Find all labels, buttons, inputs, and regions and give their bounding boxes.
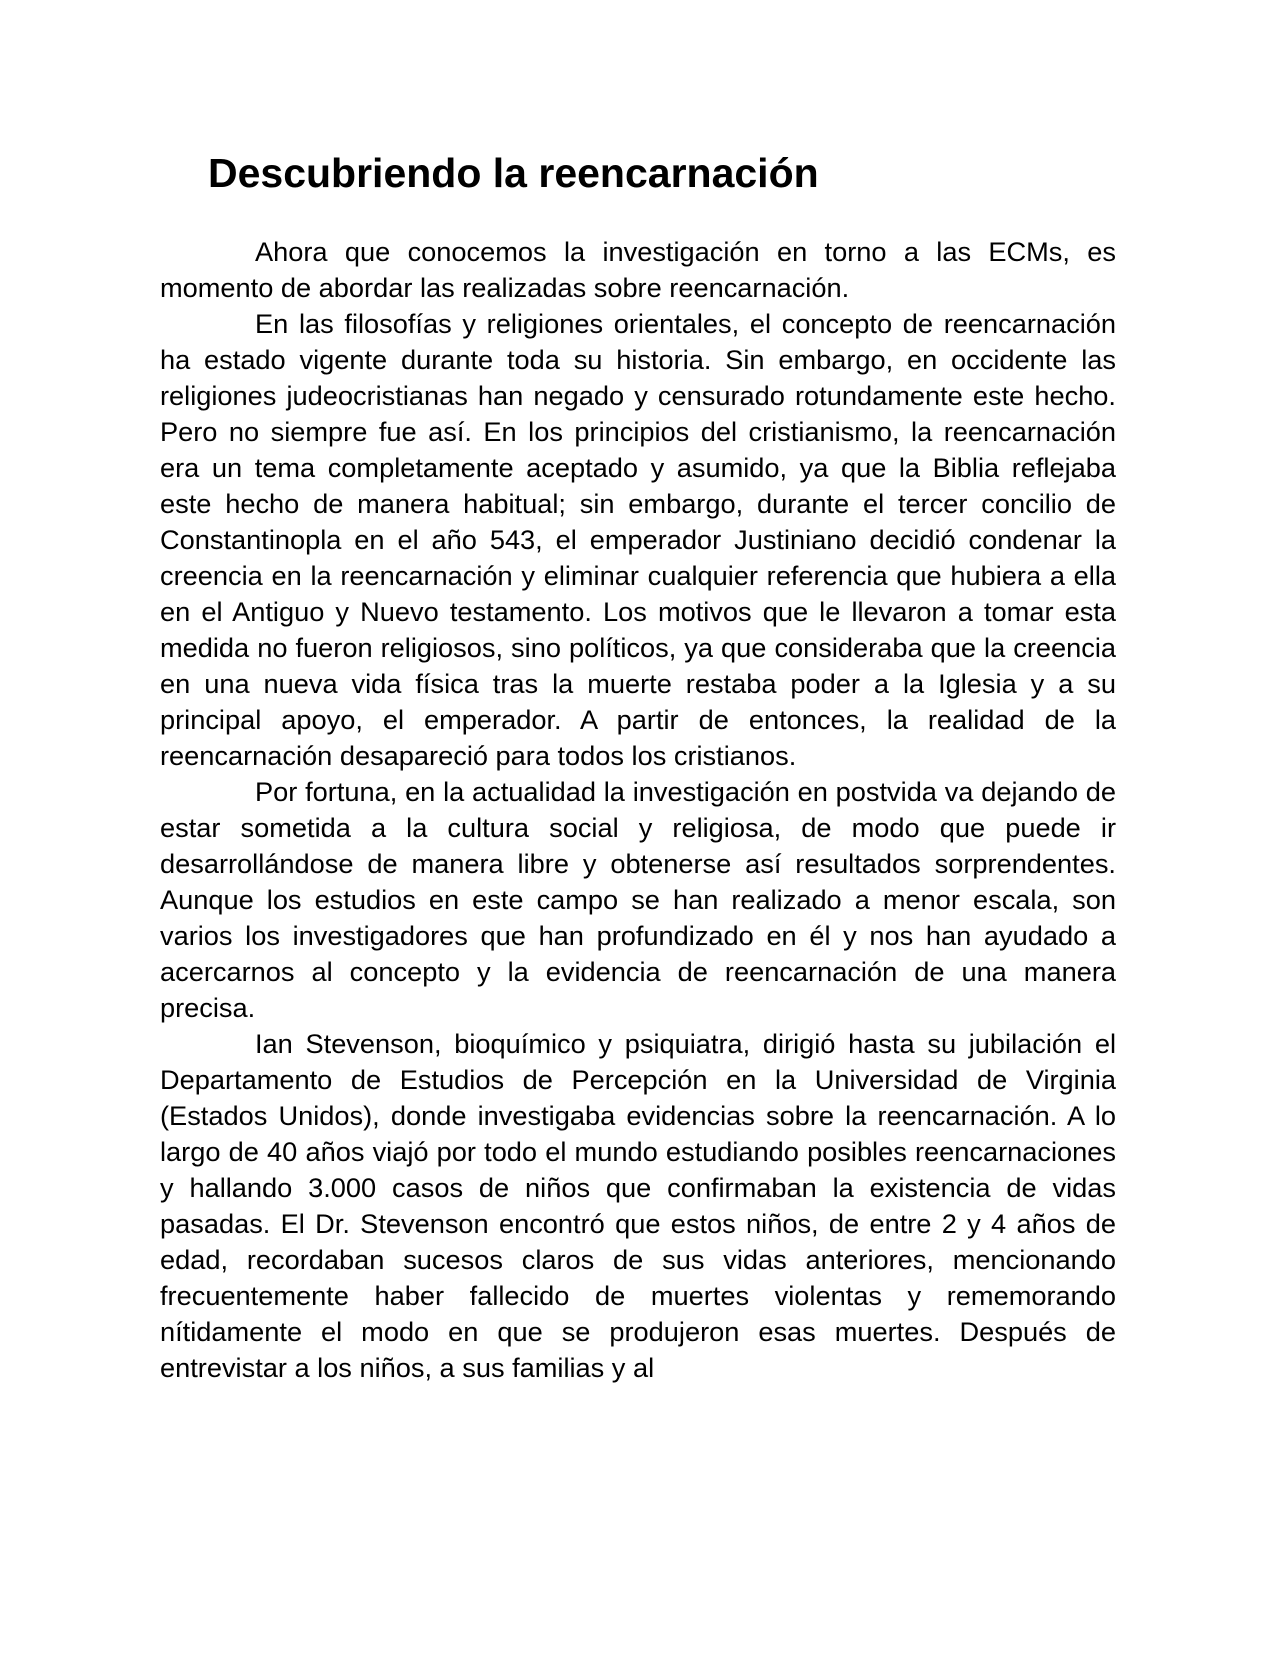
body-text xyxy=(160,234,1116,1386)
paragraph-2: En las filosofías y religiones orientales, el concepto de reencarnación ha estado vigente durante toda su historia. Sin embargo, en occidente las religiones judeocristianas han negado y censurado rotundamente este hecho. Pero no siempre fue así. En los principios del cristianismo, la reencarnación era un tema completamente aceptado y asumido, ya que la Biblia reflejaba este hecho de manera habitual; sin embargo, durante el tercer concilio de Constantinopla en el año 543, el emperador Justiniano decidió condenar la creencia en la reencarnación y eliminar cualquier referencia que hubiera a ella en el Antiguo y Nuevo testamento. Los motivos que le llevaron a tomar esta medida no fueron religiosos, sino políticos, ya que consideraba que la creencia en una nueva vida física tras la muerte restaba poder a la Iglesia y a su principal apoyo, el emperador. A partir de entonces, la realidad de la reencarnación desapareció para todos los cristianos. xyxy=(160,308,1116,771)
paragraph-4: Ian Stevenson, bioquímico y psiquiatra, dirigió hasta su jubilación el Departamento de Estudios de Percepción en la Universidad de Virginia (Estados Unidos), donde investigaba evidencias sobre la reencarnación. A lo largo de 40 años viajó por todo el mundo estudiando posibles reencarnaciones y hallando 3.000 casos de niños que confirmaban la existencia de vidas pasadas. El Dr. Stevenson encontró que estos niños, de entre 2 y 4 años de edad, recordaban sucesos claros de sus vidas anteriores, mencionando frecuentemente haber fallecido de muertes violentas y rememorando nítidamente el modo en que se produjeron esas muertes. Después de entrevistar a los niños, a sus familias y al xyxy=(160,1028,1116,1383)
paragraph-3: Por fortuna, en la actualidad la investigación en postvida va dejando de estar sometida a la cultura social y religiosa, de modo que puede ir desarrollándose de manera libre y obtenerse así resultados sorprendentes. Aunque los estudios en este campo se han realizado a menor escala, son varios los investigadores que han profundizado en él y nos han ayudado a acercarnos al concepto y la evidencia de reencarnación de una manera precisa. xyxy=(160,776,1116,1023)
page-title: Descubriendo la reencarnación xyxy=(208,150,819,196)
paragraph-1: Ahora que conocemos la investigación en torno a las ECMs, es momento de abordar las realizadas sobre reencarnación. xyxy=(160,236,1116,303)
